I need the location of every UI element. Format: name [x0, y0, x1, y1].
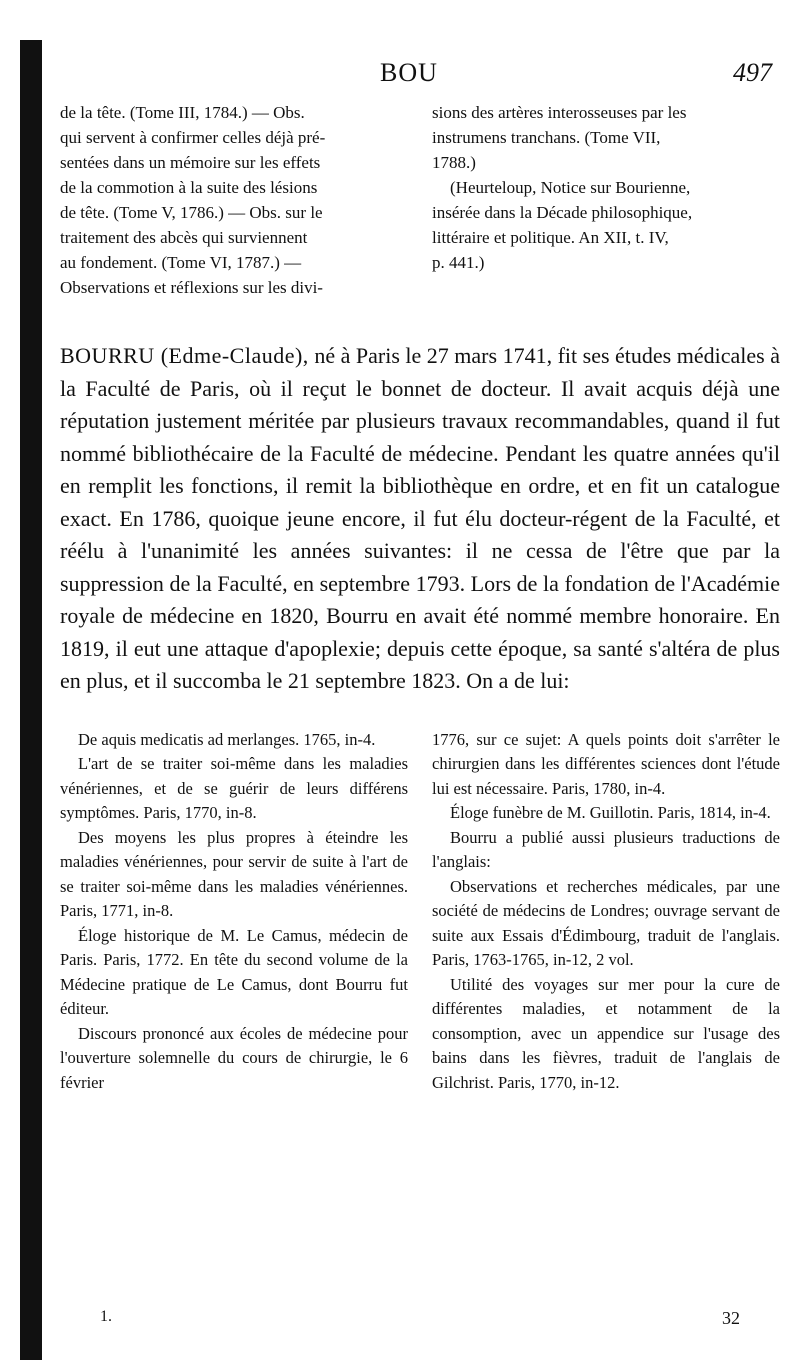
bibliography-entry: 1776, sur ce sujet: A quels points doit s'arrêter le chirurgien dans les différentes sciences dont l'étude lui est nécessaire. Paris, 1780, in-4.: [432, 729, 780, 798]
bibliography-entry: Bourru a publié aussi plusieurs traductions de l'anglais:: [432, 827, 780, 871]
text-line: insérée dans la Décade philosophique,: [432, 203, 693, 222]
bibliography-right-column: [432, 728, 780, 1096]
bibliography-left-column: [60, 728, 408, 1096]
book-page: [60, 58, 780, 1348]
text-line: au fondement. (Tome VI, 1787.) —: [60, 253, 302, 272]
bibliography-entry: Observations et recherches médicales, par une société de médecins de Londres; ouvrage servant de suite aux Essais d'Édimbourg, traduit de l'anglais. Paris, 1763-1765, in-12, 2 vol.: [432, 876, 780, 969]
binding-spine: [20, 40, 42, 1360]
running-head: BOU: [380, 58, 438, 87]
text-line: instrumens tranchans. (Tome VII,: [432, 128, 661, 147]
text-line: de tête. (Tome V, 1786.) — Obs. sur le: [60, 203, 323, 222]
bibliography-columns: [60, 728, 780, 1096]
bibliography-entry: Utilité des voyages sur mer pour la cure de différentes maladies, et notamment de la consomption, avec un appendice sur l'usage des bains dans les fièvres, traduit de l'anglais de Gilchrist. Paris, 1770, in-12.: [432, 974, 780, 1092]
biography-text: né à Paris le 27 mars 1741, fit ses études médicales à la Faculté de Paris, où il reçut le bonnet de docteur. Il avait acquis déjà une réputation justement méritée par plusieurs travaux recommandables, quand il fut nommé bibliothécaire de la Faculté de médecine. Pendant les quatre années qu'il en remplit les fonctions, il remit la bibliothèque en ordre, et en fit un catalogue exact. En 1786, quoique jeune encore, il fut élu docteur-régent de la Faculté, et réélu à l'unanimité les années suivantes: il ne cessa de l'être que par la suppression de la Faculté, en septembre 1793. Lors de la fondation de l'Académie royale de médecine en 1820, Bourru en avait été nommé membre honoraire. En 1819, il eut une attaque d'apoplexie; depuis cette époque, sa santé s'altéra de plus en plus, et il succomba le 21 septembre 1823. On a de lui:: [60, 343, 780, 693]
bibliography-entry: Éloge funèbre de M. Guillotin. Paris, 1814, in-4.: [450, 803, 771, 822]
text-line: (Heurteloup, Notice sur Bourienne,: [450, 178, 691, 197]
text-line: qui servent à confirmer celles déjà pré-: [60, 128, 326, 147]
bibliography-entry: Des moyens les plus propres à éteindre les maladies vénériennes, pour servir de suite à l'art de se traiter soi-même dans les maladies vénériennes. Paris, 1771, in-8.: [60, 827, 408, 920]
text-line: sions des artères interosseuses par les: [432, 103, 687, 122]
text-line: de la tête. (Tome III, 1784.) — Obs.: [60, 103, 305, 122]
text-line: Observations et réflexions sur les divi-: [60, 278, 323, 297]
page-number: 497: [733, 58, 772, 87]
bibliography-entry: L'art de se traiter soi-même dans les maladies vénériennes, et de se guérir de leurs différens symptômes. Paris, 1770, in-8.: [60, 754, 408, 822]
bibliography-entry: Discours prononcé aux écoles de médecine pour l'ouverture solemnelle du cours de chirurgie, le 6 février: [60, 1023, 408, 1092]
entry-name: BOURRU (Edme-Claude),: [60, 343, 309, 368]
bibliography-entry: Éloge historique de M. Le Camus, médecin de Paris. Paris, 1772. En tête du second volume de la Médecine pratique de Le Camus, dont Bourru fut éditeur.: [60, 925, 408, 1018]
text-line: traitement des abcès qui surviennent: [60, 228, 308, 247]
biography-paragraph: [60, 340, 780, 698]
text-line: sentées dans un mémoire sur les effets: [60, 153, 321, 172]
top-left-column: [60, 100, 408, 300]
top-right-column: [432, 100, 780, 300]
signature-mark: 1.: [100, 1308, 112, 1325]
bibliography-entry: De aquis medicatis ad merlanges. 1765, in-4.: [78, 729, 376, 749]
text-line: littéraire et politique. An XII, t. IV,: [432, 228, 669, 247]
text-line: 1788.): [432, 153, 476, 172]
page-header: [60, 58, 780, 98]
text-line: p. 441.): [432, 253, 485, 272]
text-line: de la commotion à la suite des lésions: [60, 178, 318, 197]
sheet-number: 32: [722, 1308, 740, 1328]
top-columns: [60, 100, 780, 300]
